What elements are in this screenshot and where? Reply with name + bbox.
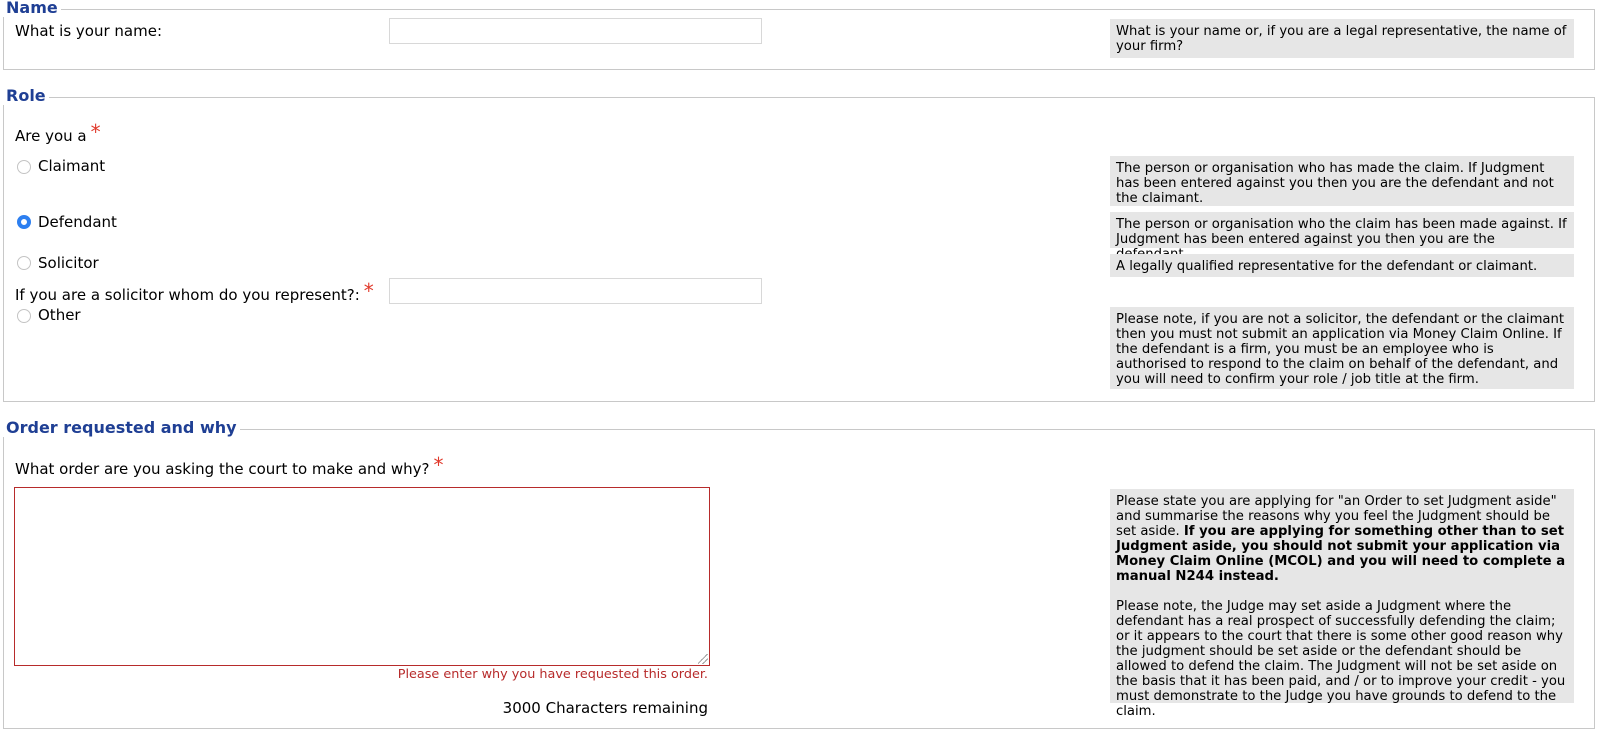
radio-other[interactable] [17, 309, 31, 323]
role-question [15, 122, 101, 146]
order-help-paragraph-2: Please note, the Judge may set aside a Judgment where the defendant has a real prospect of successfully defending the claim; or it appears to the court that there is some other good reason why the judgment should be set aside or the defendant should be allowed to defend the claim. The Judgment will not be set aside on the basis that it has been paid, and / or to improve your credit - you must demonstrate to the Judge you have grounds to defend to the claim. [1116, 599, 1566, 719]
role-question-text: Are you a [15, 127, 87, 145]
order-error-message: Please enter why you have requested this order. [397, 667, 708, 682]
radio-solicitor[interactable] [17, 256, 31, 270]
claimant-label[interactable]: Claimant [38, 157, 106, 175]
order-help [1110, 489, 1574, 719]
name-input[interactable] [389, 18, 762, 44]
defendant-label[interactable]: Defendant [38, 213, 117, 231]
order-legend: Order requested and why [3, 418, 240, 437]
order-help-paragraph-1 [1116, 494, 1568, 584]
order-help-warning: If you are applying for something other than to set Judgment aside, you should not submit your application via Money Claim Online (MCOL) and you will need to complete a manual N244 instead. [1116, 524, 1566, 584]
order-question-text: What order are you asking the court to make and why? [15, 460, 430, 478]
order-help-text: Please state you are applying for "an Order to set Judgment aside" and summarise the reasons why you feel the Judgment should be set aside. [1116, 494, 1557, 539]
name-legend: Name [3, 0, 61, 17]
solicitor-help: A legally qualified representative for the defendant or claimant. [1110, 254, 1574, 277]
characters-remaining: 3000 Characters remaining [502, 699, 708, 717]
radio-defendant[interactable] [17, 215, 31, 229]
order-textarea[interactable] [14, 487, 710, 666]
claimant-help: The person or organisation who has made the claim. If Judgment has been entered against you then you are the defendant and not the claimant. [1110, 156, 1574, 206]
role-legend: Role [3, 86, 49, 105]
name-help: What is your name or, if you are a legal representative, the name of your firm? [1110, 19, 1574, 58]
other-help: Please note, if you are not a solicitor, the defendant or the claimant then you must not submit an application via Money Claim Online. If the defendant is a firm, you must be an employee who is authorised to respond to the claim on behalf of the defendant, and you will need to confirm your role / job title at the firm. [1110, 307, 1574, 389]
solicitor-represent-text: If you are a solicitor whom do you represent?: [15, 286, 360, 304]
radio-claimant[interactable] [17, 160, 31, 174]
required-marker: * [90, 120, 101, 144]
required-marker: * [433, 453, 444, 477]
solicitor-label[interactable]: Solicitor [38, 254, 99, 272]
solicitor-represent-label [15, 281, 374, 305]
solicitor-represent-input[interactable] [389, 278, 762, 304]
order-question [15, 455, 443, 479]
resize-handle[interactable] [698, 654, 708, 664]
defendant-help: The person or organisation who the claim has been made against. If Judgment has been entered against you then you are the [1110, 212, 1574, 248]
name-label: What is your name: [15, 22, 163, 40]
required-marker: * [363, 279, 374, 303]
other-label[interactable]: Other [38, 306, 81, 324]
